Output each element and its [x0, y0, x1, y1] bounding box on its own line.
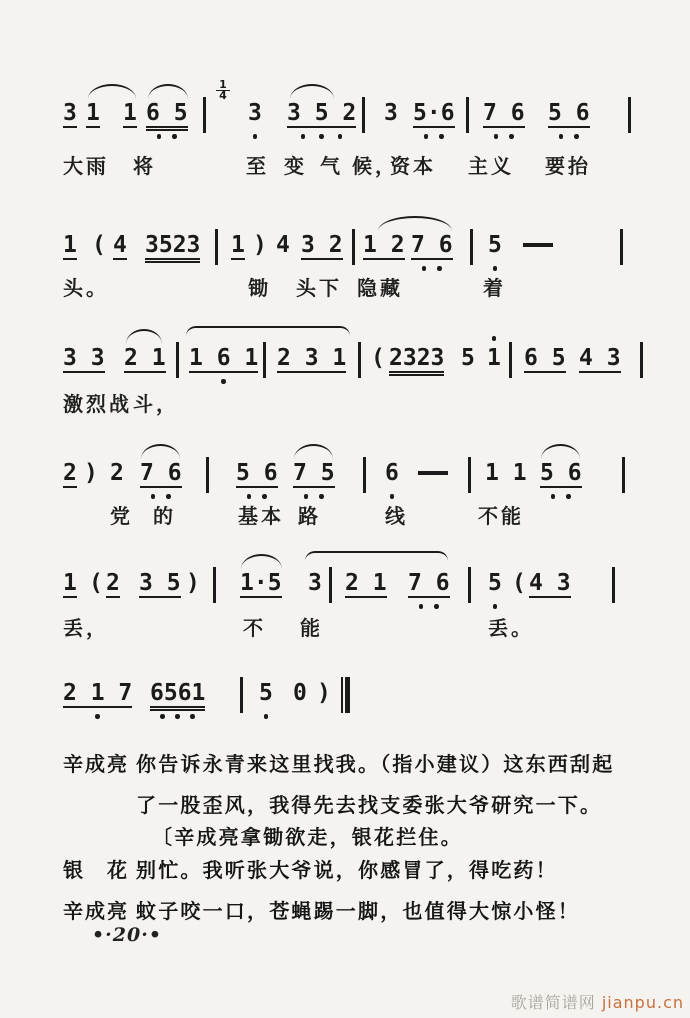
note-token — [84, 460, 98, 486]
dialog-text: 别忙。我听张大爷说，你感冒了，得吃药！ — [136, 860, 558, 882]
watermark-site-url: jianpu.cn — [601, 993, 684, 1012]
octave-dot — [493, 266, 498, 271]
note-digits: 3 5 — [139, 570, 181, 596]
note-token — [140, 460, 182, 488]
note-token — [529, 570, 571, 598]
lyric-row — [0, 150, 690, 180]
octave-dot — [419, 604, 424, 609]
octave-dot — [559, 134, 564, 139]
note-digits: 5 — [259, 680, 273, 706]
dialog-row — [0, 789, 690, 819]
octave-dots-below — [411, 266, 453, 271]
octave-dot — [437, 266, 442, 271]
note-digits: ) — [186, 570, 200, 596]
octave-dot — [157, 134, 162, 139]
octave-dot — [494, 134, 499, 139]
note-digits: 6561 — [150, 680, 206, 706]
octave-dot — [247, 494, 252, 499]
note-digits: ( — [371, 345, 385, 371]
note-digits: 5 6 — [540, 460, 582, 486]
note-digits: ( — [92, 232, 106, 258]
octave-dot — [160, 714, 165, 719]
octave-dot — [574, 134, 579, 139]
note-token — [92, 232, 106, 258]
bar-line — [620, 229, 623, 265]
note-token — [124, 345, 166, 373]
watermark — [511, 990, 684, 1013]
music-line — [0, 232, 690, 272]
bar-line — [213, 567, 216, 603]
note-token — [63, 680, 132, 708]
lyric: 隐藏 — [357, 278, 403, 300]
octave-dot — [319, 494, 324, 499]
note-token — [189, 345, 258, 373]
note-token — [139, 570, 181, 598]
slur — [305, 551, 448, 568]
note-token — [110, 460, 124, 486]
note-digits: 2 — [106, 570, 120, 596]
note-digits: 2 1 — [345, 570, 387, 596]
bar-line — [206, 457, 209, 493]
octave-dots-below — [483, 134, 525, 139]
note-digits: ( — [89, 570, 103, 596]
octave-dots-below — [63, 714, 132, 719]
bar-line — [509, 342, 512, 378]
note-digits: 4 — [276, 232, 290, 258]
lyric: 着 — [483, 278, 506, 300]
note-digits: 0 — [293, 680, 307, 706]
note-digits: 3 5 2 — [287, 100, 357, 126]
octave-dot — [151, 494, 156, 499]
slur — [148, 84, 188, 99]
note-token — [293, 680, 307, 706]
slur — [290, 84, 334, 99]
lyric: 激烈战 — [63, 394, 132, 416]
bar-line — [203, 97, 206, 133]
time-signature-numerator: 1 — [216, 80, 230, 91]
note-token — [317, 680, 331, 706]
note-digits: 1 2 — [363, 232, 405, 258]
music-line — [0, 460, 690, 500]
note-digits: 3 — [248, 100, 262, 126]
lyric: 丢。 — [488, 618, 534, 640]
note-token — [540, 460, 582, 488]
note-digits: 3 — [63, 100, 77, 126]
octave-dots-below — [140, 494, 182, 499]
bar-line — [263, 342, 266, 378]
stage-direction-text: 〔辛成亮拿锄欲走，银花拦住。 — [152, 827, 463, 849]
note-token — [413, 100, 455, 128]
slur — [126, 329, 162, 344]
note-token — [371, 345, 385, 371]
note-token — [461, 345, 475, 371]
lyric-row — [0, 612, 690, 642]
lyric: 党 — [110, 506, 133, 528]
bar-line — [329, 567, 332, 603]
note-digits: 1 — [63, 232, 77, 258]
note-digits: 1 — [123, 100, 137, 126]
lyric: 丢， — [63, 618, 109, 640]
bar-line — [363, 457, 366, 493]
note-token — [384, 100, 398, 126]
note-digits: 5 — [488, 232, 502, 258]
lyric: 头。 — [63, 278, 109, 300]
time-signature-denominator: 4 — [219, 89, 227, 102]
note-digits: 3 — [384, 100, 398, 126]
bar-line — [470, 229, 473, 265]
octave-dot-above — [487, 336, 501, 341]
note-digits: 1 — [63, 570, 77, 596]
note-digits: 7 6 — [483, 100, 525, 126]
note-token — [86, 100, 100, 128]
note-token — [253, 232, 267, 258]
lyric: 基本 — [238, 506, 284, 528]
slur — [378, 216, 452, 231]
octave-dots-below — [248, 134, 262, 139]
watermark-site-name: 歌谱简谱网 — [510, 993, 602, 1012]
note-token — [579, 345, 621, 373]
note-digits: ( — [512, 570, 526, 596]
dialog-text: 你告诉永青来这里找我。（指小建议）这东西刮起 — [136, 754, 615, 776]
note-digits: ) — [84, 460, 98, 486]
note-token — [277, 345, 346, 373]
lyric: 主义 — [468, 156, 514, 178]
octave-dots-below — [287, 134, 356, 139]
octave-dots-below — [236, 494, 278, 499]
octave-dot — [166, 494, 171, 499]
slur — [541, 444, 580, 459]
note-digits: 1 — [86, 100, 100, 126]
music-line — [0, 570, 690, 610]
note-token — [63, 345, 105, 373]
octave-dot — [190, 714, 195, 719]
note-token — [301, 232, 343, 260]
bar-line — [468, 567, 471, 603]
lyric: 能 — [300, 618, 323, 640]
lyric: 不 — [243, 618, 266, 640]
lyric: 将 — [133, 156, 156, 178]
octave-dots-below — [408, 604, 450, 609]
note-token — [488, 570, 502, 596]
lyric: 变 — [284, 156, 307, 178]
note-digits: ) — [253, 232, 267, 258]
note-digits: 7 6 — [411, 232, 453, 258]
octave-dot — [492, 336, 497, 341]
slur — [141, 444, 180, 459]
slur — [241, 554, 282, 569]
note-token — [487, 345, 501, 371]
note-token — [259, 680, 273, 706]
bar-line — [640, 342, 643, 378]
lyric: 路 — [298, 506, 321, 528]
octave-dot — [253, 134, 258, 139]
bar-line — [622, 457, 625, 493]
note-token — [145, 232, 200, 260]
octave-dot — [304, 494, 309, 499]
dialog-row — [0, 895, 690, 925]
octave-dot — [301, 134, 306, 139]
note-digits: 6 5 — [524, 345, 566, 371]
note-digits: 3 — [308, 570, 322, 596]
note-digits: 4 3 — [529, 570, 571, 596]
note-digits: 7 5 — [293, 460, 335, 486]
note-token — [186, 570, 200, 596]
note-token — [389, 345, 444, 373]
music-line — [0, 345, 690, 385]
note-digits: 2 3 1 — [277, 345, 347, 371]
octave-dots-below — [540, 494, 582, 499]
octave-dots-below — [488, 604, 502, 609]
octave-dot — [319, 134, 324, 139]
lyric: 的 — [153, 506, 176, 528]
lyric: 要抬 — [545, 156, 591, 178]
note-digits: 2 — [63, 460, 77, 486]
note-token — [363, 232, 405, 260]
lyric-row — [0, 388, 690, 418]
lyric: 斗， — [133, 394, 179, 416]
note-digits: 6 5 — [146, 100, 188, 126]
dash-extension — [418, 471, 448, 475]
bar-line — [240, 677, 243, 713]
dialog-speaker: 辛成亮 — [63, 901, 129, 923]
octave-dot — [434, 604, 439, 609]
lyric: 头下 — [296, 278, 342, 300]
music-line — [0, 680, 690, 720]
octave-dot — [172, 134, 177, 139]
note-digits: 2323 — [389, 345, 445, 371]
octave-dot — [390, 494, 395, 499]
note-digits: 2 1 7 — [63, 680, 133, 706]
note-digits: 7 6 — [140, 460, 182, 486]
note-digits: 2 — [110, 460, 124, 486]
note-digits: 3523 — [145, 232, 201, 258]
octave-dots-below — [488, 266, 502, 271]
slur — [294, 444, 333, 459]
final-bar-line — [341, 677, 350, 713]
note-token — [248, 100, 262, 126]
note-token — [524, 345, 566, 373]
octave-dots-below — [413, 134, 455, 139]
dialog-text: 蚊子咬一口，苍蝇踢一脚，也值得大惊小怪！ — [136, 901, 580, 923]
octave-dot — [264, 714, 269, 719]
note-token — [106, 570, 120, 598]
octave-dot — [424, 134, 429, 139]
lyric: 不能 — [478, 506, 524, 528]
lyric: 锄 — [248, 278, 271, 300]
note-token — [345, 570, 387, 598]
octave-dots-below — [150, 714, 205, 719]
note-token — [150, 680, 205, 708]
note-token — [287, 100, 356, 128]
note-digits: 1 — [231, 232, 245, 258]
note-token — [146, 100, 188, 128]
slur — [186, 326, 350, 343]
note-token — [408, 570, 450, 598]
note-token — [63, 100, 77, 128]
note-digits: 4 3 — [579, 345, 621, 371]
note-token — [89, 570, 103, 596]
note-token — [293, 460, 335, 488]
note-digits: 1·5 — [240, 570, 282, 596]
note-token — [231, 232, 245, 260]
note-token — [236, 460, 278, 488]
note-token — [488, 232, 502, 258]
note-token — [411, 232, 453, 260]
note-digits: 3 2 — [301, 232, 343, 258]
note-token — [113, 232, 127, 260]
note-digits: 1 — [487, 345, 501, 371]
octave-dot — [439, 134, 444, 139]
octave-dot — [422, 266, 427, 271]
octave-dot — [509, 134, 514, 139]
dialog-speaker: 辛成亮 — [63, 754, 129, 776]
note-token — [308, 570, 322, 596]
lyric: 至 — [246, 156, 269, 178]
bar-line — [468, 457, 471, 493]
dialog-text: 了一股歪风，我得先去找支委张大爷研究一下。 — [136, 795, 603, 817]
note-digits: 1 6 1 — [189, 345, 259, 371]
octave-dots-below — [189, 379, 258, 384]
note-token — [483, 100, 525, 128]
bar-line — [352, 229, 355, 265]
note-token — [276, 232, 290, 258]
dash-extension — [523, 243, 553, 247]
note-token — [512, 570, 526, 596]
note-token — [485, 460, 527, 486]
dialog-speaker: 银 花 — [63, 860, 129, 882]
lyric: 候， — [352, 156, 398, 178]
lyric: 大雨 — [63, 156, 109, 178]
octave-dot — [551, 494, 556, 499]
octave-dot — [95, 714, 100, 719]
octave-dot — [566, 494, 571, 499]
octave-dots-below — [385, 494, 399, 499]
lyric-row — [0, 500, 690, 530]
time-signature — [216, 80, 230, 101]
note-token — [123, 100, 137, 128]
bar-line — [612, 567, 615, 603]
dialog-row — [0, 748, 690, 778]
note-digits: 3 3 — [63, 345, 105, 371]
note-token — [548, 100, 590, 128]
bar-line — [628, 97, 631, 133]
bar-line — [176, 342, 179, 378]
note-digits: 5 6 — [236, 460, 278, 486]
note-digits: 4 — [113, 232, 127, 258]
bar-line — [358, 342, 361, 378]
note-digits: 2 1 — [124, 345, 166, 371]
note-digits: ) — [317, 680, 331, 706]
note-token — [63, 570, 77, 598]
page-number: •·20·• — [92, 924, 162, 946]
octave-dots-below — [146, 134, 188, 139]
note-digits: 5 6 — [548, 100, 590, 126]
note-digits: 5 — [488, 570, 502, 596]
octave-dot — [175, 714, 180, 719]
note-digits: 5·6 — [413, 100, 455, 126]
note-digits: 5 — [461, 345, 475, 371]
slur — [88, 84, 136, 99]
lyric: 资本 — [390, 156, 436, 178]
bar-line — [215, 229, 218, 265]
lyric-row — [0, 272, 690, 302]
dialog-row — [0, 854, 690, 884]
octave-dots-below — [259, 714, 273, 719]
octave-dots-below — [548, 134, 590, 139]
music-line — [0, 78, 690, 140]
octave-dot — [262, 494, 267, 499]
octave-dot — [221, 379, 226, 384]
note-token — [385, 460, 399, 486]
note-token — [240, 570, 282, 598]
note-token — [63, 232, 77, 260]
stage-direction-row — [0, 821, 690, 851]
octave-dots-below — [293, 494, 335, 499]
note-digits: 6 — [385, 460, 399, 486]
lyric: 线 — [385, 506, 408, 528]
lyric: 气 — [320, 156, 343, 178]
bar-line — [466, 97, 469, 133]
octave-dot — [338, 134, 343, 139]
bar-line — [362, 97, 365, 133]
note-digits: 1 1 — [485, 460, 527, 486]
octave-dot — [493, 604, 498, 609]
note-token — [63, 460, 77, 488]
note-digits: 7 6 — [408, 570, 450, 596]
